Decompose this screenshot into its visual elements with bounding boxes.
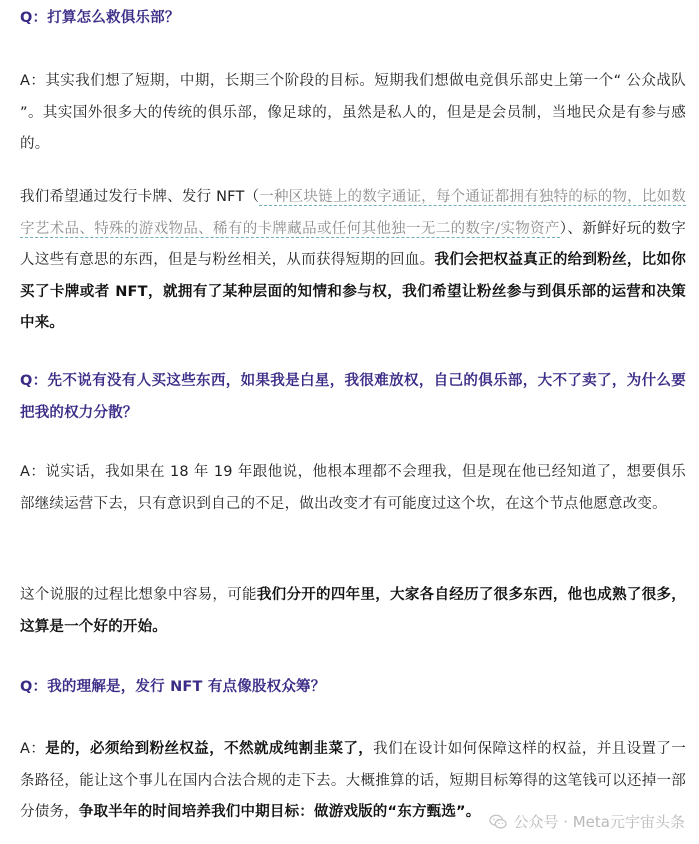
watermark: [489, 811, 685, 832]
question-3: Q：我的理解是，发行 NFT 有点像股权众筹？: [20, 679, 326, 695]
bold-statement: 争取半年的时间培养我们中期目标：做游戏版的“东方甄选”。: [78, 804, 481, 820]
bold-statement: 是的，必须给到粉丝权益，不然就成纯割韭菜了，: [45, 741, 374, 757]
answer-1: A：其实我们想了短期，中期，长期三个阶段的目标。短期我们想做电竞俱乐部史上第一个“ 公众战队 ”。其实国外很多大的传统的俱乐部，像足球的，虽然是私人的，但是是会员制，当地民众是有参与感的。: [20, 73, 686, 152]
paragraph-nft: 我们希望通过发行卡牌、发行 NFT（一种区块链上的数字通证，每个通证都拥有独特的标的物，比如数字艺术品、特殊的游戏物品、稀有的卡牌藏品或任何其他独一无二的数字/实物资产）、新鲜好玩的数字人这些有意思的东西，但是与粉丝相关，从而获得短期的回血。我们会把权益真正的给到粉丝，比如你买了卡牌或者 NFT，就拥有了某种层面的知情和参与权，我们希望让粉丝参与到俱乐部的运营和决策中来。: [20, 189, 686, 331]
wechat-icon: [489, 813, 507, 831]
nft-definition-note: 一种区块链上的数字通证，每个通证都拥有独特的标的物，比如数字艺术品、特殊的游戏物品、稀有的卡牌藏品或任何其他独一无二的数字/实物资产: [20, 189, 686, 237]
watermark-text: 公众号 · Meta元宇宙头条: [513, 813, 685, 831]
paragraph-persuasion: 这个说服的过程比想象中容易，可能我们分开的四年里，大家各自经历了很多东西，他也成熟了很多，这算是一个好的开始。: [20, 587, 686, 635]
bold-statement: 我们分开的四年里，大家各自经历了很多东西，他也成熟了很多，这算是一个好的开始。: [20, 587, 686, 635]
answer-2: A：说实话，我如果在 18 年 19 年跟他说，他根本理都不会理我，但是现在他已经知道了，想要俱乐部继续运营下去，只有意识到自己的不足，做出改变才有可能度过这个坎，在这个节点他愿意改变。: [20, 464, 686, 512]
answer-3: A：是的，必须给到粉丝权益，不然就成纯割韭菜了，我们在设计如何保障这样的权益，并且设置了一条路径，能让这个事儿在国内合法合规的走下去。大概推算的话，短期目标筹得的这笔钱可以还掉一部分债务，争取半年的时间培养我们中期目标：做游戏版的“东方甄选”。: [20, 741, 686, 820]
question-2: Q：先不说有没有人买这些东西，如果我是白星，我很难放权，自己的俱乐部，大不了卖了，为什么要把我的权力分散？: [20, 373, 686, 421]
bold-statement: 我们会把权益真正的给到粉丝，比如你买了卡牌或者 NFT，就拥有了某种层面的知情和参与权，我们希望让粉丝参与到俱乐部的运营和决策中来。: [20, 252, 686, 331]
question-1: Q：打算怎么救俱乐部？: [20, 10, 180, 26]
